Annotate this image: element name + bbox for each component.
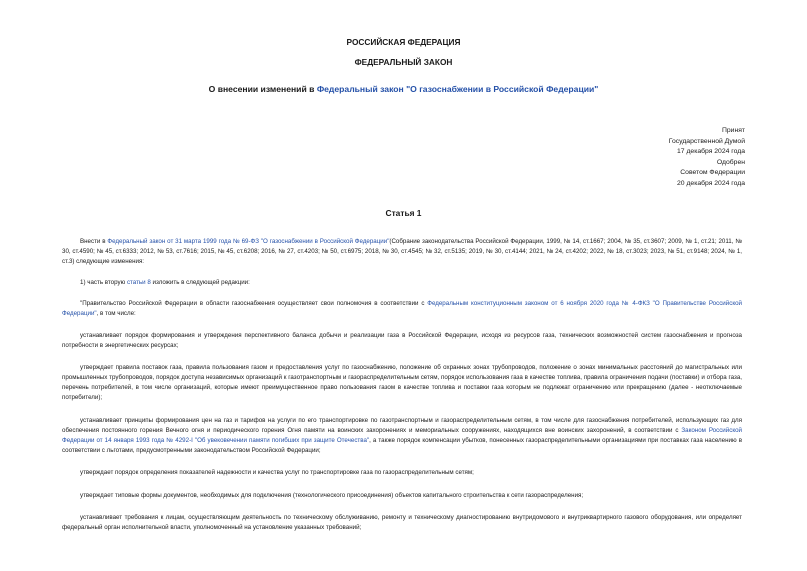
prices-text: устанавливает принципы формирования цен на газ и тарифов на услуги по его транспортировке по газотранспортным и газораспределительным сетям, в том числе для газоснабжения потребителей, использующих газ для обеспечения постоянного горения Вечного огня и периодического горения Огня памяти на воинских захоронениях и мемориальных сооружениях, находящихся вне воинских захоронений, в соответствии с (62, 416, 742, 434)
paragraph-forms: утверждает типовые формы документов, необходимых для подключения (технологического присоединения) объектов капитального строительства к сети газораспределения; (80, 491, 584, 499)
approval-date: 20 декабря 2024 года (677, 179, 745, 187)
paragraph-government (62, 299, 742, 319)
adoption-info (585, 126, 745, 190)
item-1-text: 1) часть вторую (80, 278, 127, 286)
adoption-date: 17 декабря 2024 года (677, 148, 745, 156)
paragraph-requirements: устанавливает требования к лицам, осуществляющим деятельность по техническому обслуживанию, ремонту и техническому диагностированию внутридомового и внутриквартирного газового оборудования, или определяет федеральный орган исполнительной власти, уполномоченный на установление указанных требований; (62, 513, 742, 531)
article-8-link[interactable]: статьи 8 (126, 278, 151, 286)
document-type-heading: ФЕДЕРАЛЬНЫЙ ЗАКОН (354, 57, 453, 67)
paragraph-prices (62, 416, 742, 456)
item-1-text-end: изложить в следующей редакции: (150, 278, 250, 286)
country-heading: РОССИЙСКАЯ ФЕДЕРАЦИЯ (346, 37, 461, 47)
memory-law-link[interactable]: Законом Российской Федерации от 14 января 1993 года № 4292-I "Об увековечении памяти погибших при защите Отечества" (62, 426, 742, 444)
approval-line: Советом Федерации (680, 169, 745, 177)
article-title: Статья 1 (385, 208, 422, 218)
intro-text: Внести в (80, 238, 108, 245)
government-text-end: , в том числе: (96, 309, 136, 317)
intro-citation: (Собрание законодательства Российской Федерации, 1999, № 14, ст.1667; 2004, № 35, ст.3607; 2009, № 1, ст.21; 2011, № 30, ст.4590; № 45, ст.6333; 2012, № 53, ст.7616; 2015, № 45, ст.6208; 2016, № 27, ст.4203; № 50, ст.6975; 2018, № 30, ст.4545; № 32, ст.5135; 2019, № 30, ст.4144; 2021, № 24, ст.4202; 2022, № 18, ст.3023; 2023, № 51, ст.9148; 2024, № 1, ст.3) следующие изменения: (62, 238, 742, 265)
article-body (62, 237, 742, 544)
law-title (0, 67, 807, 94)
paragraph-item-1 (62, 278, 742, 288)
constitutional-law-link[interactable]: Федеральным конституционным законом от 6 ноября 2020 года № 4-ФКЗ "О Правительстве Российской Федерации" (62, 299, 742, 317)
approval-line: Одобрен (716, 158, 745, 166)
adoption-line: Государственной Думой (668, 137, 745, 145)
intro-law-link[interactable]: Федеральный закон от 31 марта 1999 года № 69-ФЗ "О газоснабжении в Российской Федерации" (107, 238, 390, 245)
law-title-link[interactable]: Федеральный закон "О газоснабжении в Российской Федерации" (316, 84, 599, 94)
paragraph-balance: устанавливает порядок формирования и утверждения перспективного баланса добычи и реализации газа в Российской Федерации, исходя из ресурсов газа, технических возможностей систем газоснабжения и прогноза потребности в энергетических ресурсах; (62, 331, 742, 349)
paragraph-reliability: утверждает порядок определения показателей надежности и качества услуг по транспортировке газа по газораспределительным сетям; (80, 469, 474, 477)
paragraph-rules: утверждает правила поставок газа, правила пользования газом и предоставления услуг по газоснабжению, положение об охранных зонах трубопроводов, положение о зонах минимальных расстояний до магистральных или промышленных трубопроводов, порядок доступа независимых организаций к газотранспортным и газораспределительным сетям, порядок использования газа в качестве топлива, правила ограничения подачи (поставки) и отбора газа, перечень потребителей, в том числе организаций, которые имеют преимущественное право пользования газом в качестве топлива и поставки газа которым не подлежат ограничению или прекращению (далее - неотключаемые потребители); (62, 364, 742, 402)
government-text: "Правительство Российской Федерации в области газоснабжения осуществляет свои полномочия в соответствии с (80, 299, 428, 307)
law-title-prefix: О внесении изменений в (208, 84, 317, 94)
adoption-line: Принят (721, 127, 745, 134)
prices-text-end: , а также порядок компенсации убытков, понесенных газораспределительными организациями при поставках газа населению в соответствии с льготами, предусмотренными законодательством Российской Федерации; (62, 436, 742, 454)
paragraph-intro (62, 237, 742, 267)
